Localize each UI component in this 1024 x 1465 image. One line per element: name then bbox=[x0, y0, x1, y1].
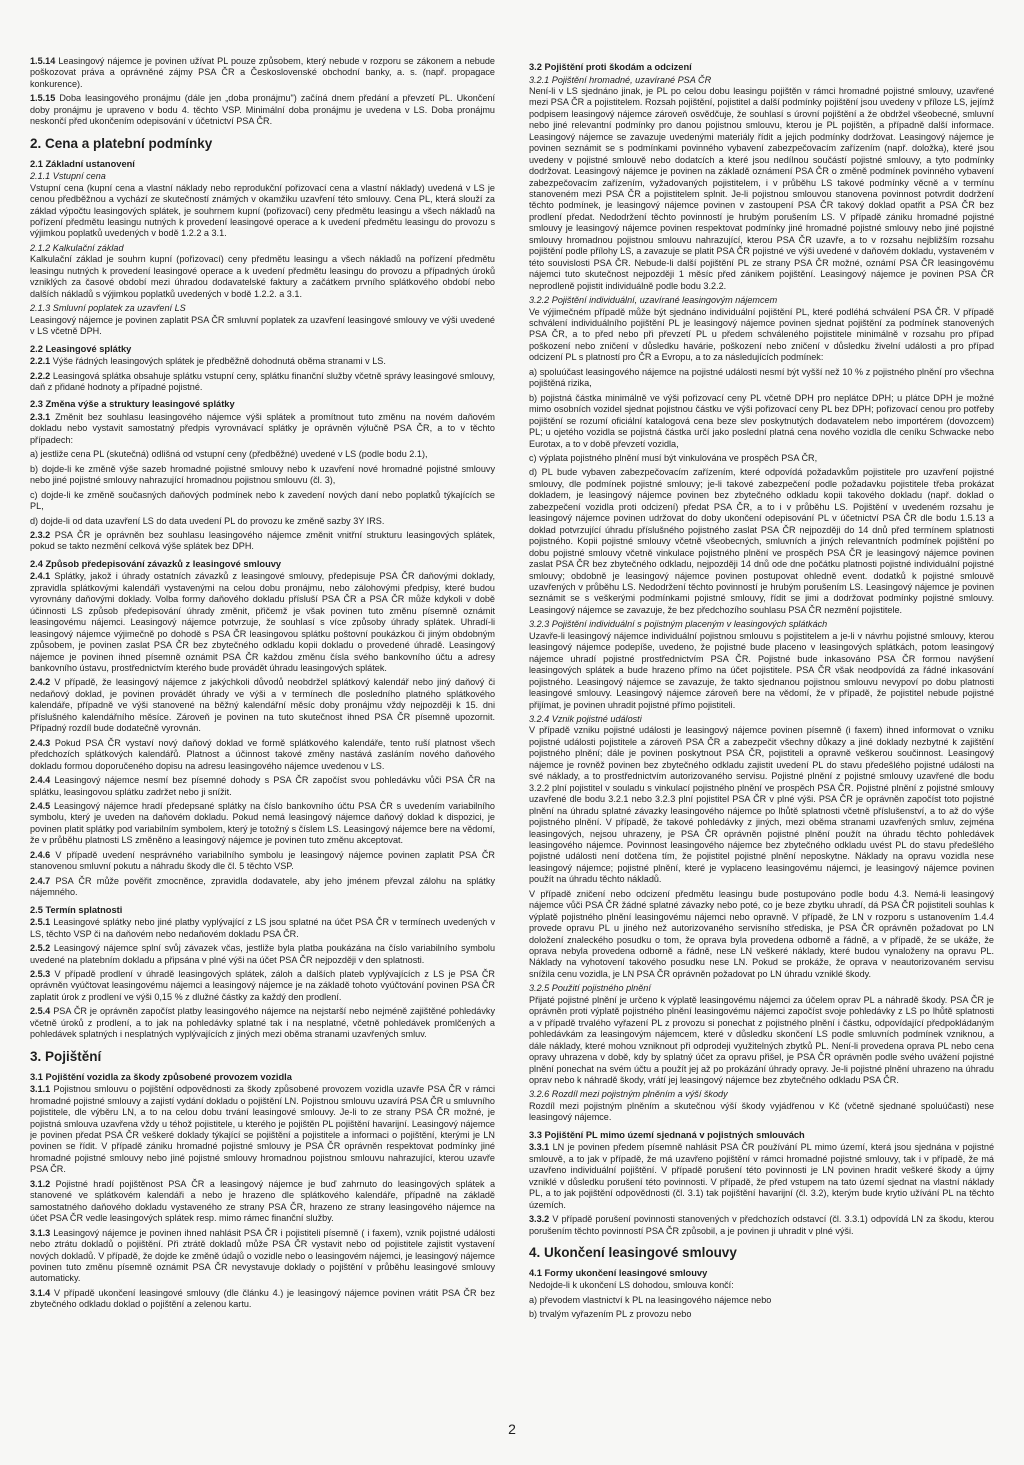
subsection-heading bbox=[529, 1268, 994, 1280]
clause-paragraph bbox=[529, 1295, 994, 1306]
clause-paragraph bbox=[30, 969, 495, 1003]
clause-heading bbox=[529, 714, 994, 725]
clause-text: V případě uvedení nesprávného variabilního symbolu je leasingový nájemce povinen zaplatit PSA ČR stanovenou smluvní pokutu a náhradu škody dle čl. 5 těchto VSP. bbox=[30, 849, 495, 872]
clause-paragraph bbox=[529, 1214, 994, 1237]
clause-paragraph bbox=[30, 1006, 495, 1040]
clause-paragraph bbox=[529, 889, 994, 981]
clause-text: Vstupní cena (kupní cena a vlastní náklady nebo reprodukční pořizovací cena a vlastní náklady) uvedená v LS je cenou předběžnou a vychází ze skutečností známých v okamžiku uzavření této smlouvy. Cena PL, která slouží za základ výpočtu leasingových splátek, je souhrnem kupní (pořizovací) ceny předmětu leasingu a všech nákladů na pořízení předmětu leasingu nutných k provedení leasingové operace a k uvedení předmětu leasingu do provozu s výjimkou poplatků uvedených v bodě 1.2.2 a 3.1. bbox=[30, 182, 495, 239]
clause-heading bbox=[30, 171, 495, 182]
clause-text: Přijaté pojistné plnění je určeno k výplatě leasingovému nájemci za účelem oprav PL a náhradě škody. PSA ČR je oprávněn proti výplatě pojistného plnění leasingovému nájemci započíst svoje pohledávky z LS po lhůtě splatnosti a v případě trvalého vyřazení PL z provozu si ponechat z pojistného plnění i částku, odpovídající předpokládaným pohledávkám za leasingovým nájemcem, které v důsledku skončení LS podle smluvních podmínek vzniknou, a dále náklady, které mohou vzniknout při odprodeji využitelných zbytků PL. Není-li provedena oprava PL nebo cena opravy uhrazena v době, kdy by splatný účet za opravu přišel, je PSA ČR oprávněn podle svého uvážení pojistné plnění ponechat na svém účtu a použít jej až po prokázání úhrady opravy. Je-li pojistné plnění uhrazeno na úhradu oprav nebo k náhradě škody, vrátí jej leasingový nájemce bez zbytečného odkladu PSA ČR. bbox=[529, 994, 994, 1086]
clause-paragraph bbox=[529, 467, 994, 616]
clause-paragraph bbox=[30, 775, 495, 798]
section-heading bbox=[30, 1049, 495, 1065]
clause-paragraph bbox=[30, 677, 495, 734]
clause-paragraph bbox=[30, 254, 495, 300]
clause-paragraph bbox=[529, 307, 994, 364]
clause-paragraph bbox=[529, 86, 994, 292]
clause-text: Leasingový nájemce je povinen ihned nahlásit PSA ČR i pojistiteli písemně ( i faxem), vznik pojistné události nebo ztrátu dokladů o pojištění. Při ztrátě dokladů může PSA ČR vystavit nebo od pojistitele zajistit vystavení nových dokladů. V případě, že dojde ke změně údajů o vozidle nebo o leasingovém nájemci, je leasingový nájemce povinen tuto změnu písemně oznámit PSA ČR nevystavuje doklady o pojištění v průběhu leasingové smlouvy automaticky. bbox=[30, 1227, 495, 1284]
clause-text: 3.2.5 Použití pojistného plnění bbox=[529, 983, 651, 994]
clause-paragraph bbox=[30, 464, 495, 487]
clause-number: 2.2.2 bbox=[30, 370, 51, 381]
clause-paragraph bbox=[30, 56, 495, 90]
clause-paragraph bbox=[30, 530, 495, 553]
subsection-heading bbox=[30, 905, 495, 917]
clause-text: 2. Cena a platební podmínky bbox=[30, 135, 213, 151]
clause-paragraph bbox=[30, 917, 495, 940]
clause-paragraph bbox=[30, 850, 495, 873]
clause-number: 2.4.5 bbox=[30, 801, 51, 812]
subsection-heading bbox=[30, 159, 495, 171]
clause-text: PSA ČR je oprávněn bez souhlasu leasingového nájemce změnit vnitřní strukturu leasingových splátek, pokud se takto nezmění celková výše splátek bez DPH. bbox=[30, 530, 495, 552]
clause-number: 2.5.2 bbox=[30, 943, 51, 954]
clause-number: 2.5.4 bbox=[30, 1006, 51, 1017]
clause-text: a) jestliže cena PL (skutečná) odlišná od vstupní ceny (předběžné) uvedené v LS (podle bodu 2.1), bbox=[30, 449, 428, 460]
right-column bbox=[529, 56, 994, 1416]
subsection-heading bbox=[529, 1130, 994, 1142]
page-number: 2 bbox=[508, 1421, 516, 1437]
clause-paragraph bbox=[30, 876, 495, 899]
clause-text: 2.2 Leasingové splátky bbox=[30, 343, 132, 354]
clause-heading bbox=[30, 243, 495, 254]
clause-paragraph bbox=[30, 943, 495, 966]
clause-text: b) dojde-li ke změně výše sazeb hromadné pojistné smlouvy nebo k uzavření nové hromadné pojistné smlouvy nebo jiné pojistné smlouvy nahrazující hromadnou pojistnou smlouvu (čl. 3), bbox=[30, 463, 495, 486]
clause-paragraph bbox=[529, 631, 994, 711]
clause-paragraph bbox=[30, 490, 495, 513]
clause-heading bbox=[529, 983, 994, 994]
clause-text: 3.2.1 Pojištění hromadné, uzavírané PSA ČR bbox=[529, 74, 712, 85]
clause-text: d) PL bude vybaven zabezpečovacím zařízením, které odpovídá požadavkům pojistitele pro uzavření pojistné smlouvy, dle podmínek pojistné smlouvy; je-li takové zabezpečení podle požadavku pojistitele třeba prokázat dokladem, je leasingový nájemce povinen bez zbytečného odkladu kopii takového dokladu (např. doklad o zabezpečení vozidla proti odcizení) předat PSA ČR, a to i v průběhu LS. Pojištění v uvedeném rozsahu je leasingový nájemce povinen udržovat do doby ukončení odepisování PL v účetnictví PSA ČR dle bodu 1.5.13 a doklad potvrzující úhradu příslušného pojistného zaslat PSA ČR nejpozději do 14 dnů před termínem splatnosti pojistného. Kopii pojistné smlouvy včetně všeobecných, smluvních a jiných relevantních podmínek pojištění po dobu pojistné smlouvy včetně vinkulace pojistného plnění ve prospěch PSA ČR je leasingový nájemce povinen zaslat PSA ČR bez zbytečného odkladu, nejpozději 14 dnů ode dne počátku platnosti pojistné individuální pojistné smlouvy; obdobně je leasingový nájemce povinen postupovat ohledně event. dodatků k pojistné smlouvě uzavřených v průběhu LS. Nedodržení těchto povinností je hrubým porušením LS. Leasingový nájemce je povinen seznámit se s veškerými podmínkami pojistné smlouvy, řídit se jimi a dodržovat podmínky pojistné smlouvy. Leasingový nájemce se zavazuje, že bez předchozího souhlasu PSA ČR nezmění pojistitele. bbox=[529, 467, 994, 615]
clause-number: 2.4.3 bbox=[30, 737, 51, 748]
clause-number: 2.4.2 bbox=[30, 677, 51, 688]
clause-number: 2.5.3 bbox=[30, 968, 51, 979]
clause-paragraph bbox=[529, 725, 994, 885]
clause-text: Leasingové splátky nebo jiné platby vyplývající z LS jsou splatné na účet PSA ČR v termínech uvedených v LS, těchto VSP či na daňovém nebo nedaňovém dokladu PSA ČR. bbox=[30, 917, 495, 939]
clause-text: 3.2.3 Pojištění individuální s pojistným placeným v leasingových splátkách bbox=[529, 619, 828, 630]
clause-text: 3.3 Pojištění PL mimo území sjednaná v pojistných smlouvách bbox=[529, 1129, 805, 1140]
subsection-heading bbox=[30, 559, 495, 571]
clause-paragraph bbox=[30, 1228, 495, 1285]
clause-text: 2.1.1 Vstupní cena bbox=[30, 171, 106, 182]
clause-number: 2.2.1 bbox=[30, 356, 51, 367]
clause-paragraph bbox=[30, 1084, 495, 1176]
clause-text: Pojistnou smlouvu o pojištění odpovědnosti za škody způsobené provozem vozidla uzavře PSA ČR v rámci hromadné pojistné smlouvy a zajistí vydání dokladu o pojištění LN. Pojistnou smlouvu uzavírá PSA ČR u smluvního pojistitele, dle výběru LN, a to na celou dobu trvání leasingové smlouvy. Je-li to ze strany PSA ČR možné, je pojistná smlouva uzavřena vždy u téhož pojistitele, u kterého je pojištěn PL pojištění havarijní. Leasingový nájemce je povinen předat PSA ČR veškeré doklady týkající se pojištění a pojistitele a informaci o pojištění, kterými je LN povinen se řídit. V případě zániku hromadné pojistné smlouvy je PSA ČR oprávněn respektovat podmínky jiné hromadné pojistné smlouvy nebo jiné pojistné smlouvy hromadnou pojistnou smlouvu nahrazující, kterou uzavře PSA ČR. bbox=[30, 1084, 495, 1175]
clause-text: 2.4 Způsob předepisování závazků z leasingové smlouvy bbox=[30, 558, 282, 569]
clause-paragraph bbox=[30, 738, 495, 772]
clause-text: Nedojde-li k ukončení LS dohodou, smlouva končí: bbox=[529, 1280, 734, 1291]
clause-text: 3.2 Pojištění proti škodám a odcizení bbox=[529, 62, 692, 72]
clause-heading bbox=[529, 619, 994, 630]
clause-number: 2.4.4 bbox=[30, 775, 51, 786]
clause-paragraph bbox=[529, 367, 994, 390]
clause-paragraph bbox=[30, 93, 495, 127]
clause-text: Uzavře-li leasingový nájemce individuální pojistnou smlouvu s pojistitelem a je-li v návrhu pojistné smlouvy, kterou leasingový nájemce podepíše, uvedeno, že pojistné bude placeno v leasingových splátkách, potom leasingový nájemce uhradí pojistné prostřednictvím PSA ČR. Pojistné bude inkasováno PSA ČR formou navýšení leasingových splátek a bude hrazeno přímo na účet pojistitele. PSA ČR však neodpovídá za řádné inkasování pojistného. Leasingový nájemce se zavazuje, že takto sjednanou pojistnou smlouvu nevypoví po dobu platnosti leasingové smlouvy. Leasingový nájemce zároveň bere na vědomí, že v případě, že pojistitel nebude pojistné přijímat, je povinen uhradit pojistné přímo pojistiteli. bbox=[529, 630, 994, 710]
clause-text: PSA ČR je oprávněn započíst platby leasingového nájemce na nejstarší nebo nejméně zajištěné pohledávky včetně úroků z prodlení, a to jak na pohledávky splatné tak i na nesplatné, včetně pohledávek promlčených a pohledávek splatných i nesplatných vyplývajících z jiných mezi oběma stranami uzavřených smluv. bbox=[30, 1006, 495, 1040]
clause-number: 3.3.1 bbox=[529, 1142, 550, 1153]
clause-text: PSA ČR může pověřit zmocněnce, zpravidla dodavatele, aby jeho jménem převzal zálohu na splátky nájemného. bbox=[30, 875, 495, 898]
clause-text: V případě porušení povinnosti stanovených v předchozích odstavcí (čl. 3.3.1) odpovídá LN za škodu, kterou porušením těchto povinností PSA ČR způsobil, a je povinen ji uhradit v plné výši. bbox=[529, 1214, 994, 1236]
clause-paragraph bbox=[30, 356, 495, 367]
clause-paragraph bbox=[30, 1179, 495, 1225]
clause-text: V případě vzniku pojistné události je leasingový nájemce povinen písemně (i faxem) ihned informovat o vzniku pojistné události pojistitele a zároveň PSA ČR a zabezpečit všechny důkazy a jiné doklady nezbytné k zajištění pojistného plnění; dále je povinen poskytnout PSA ČR, pojistiteli a opravně veškerou součinnost. Leasingový nájemce je rovněž povinen bez zbytečného odkladu zajistit uvedení PL do stavu předešlého pojistné události na své náklady, a to prostřednictvím autorizovaného servisu. Pojistné plnění z pojistné smlouvy uzavřené dle bodu 3.2.2 plní pojistitel v souladu s vinkulací pojistného plnění ve prospěch PSA ČR. Pojistné plnění z pojistné smlouvy uzavřené dle bodu 3.2.1 nebo 3.2.3 plní pojistitel PSA ČR v plné výši. PSA ČR je oprávněn započíst toto pojistné plnění na úhradu splatné závazky leasingového nájemce po lhůtě splatnosti včetně příslušenství, a to až do výše pojistného plnění. V případě, že takové pohledávky z jiných, mezi oběma stranami uzavřených smluv, zejména leasingových, nejsou uhrazeny, je PSA ČR oprávněn pojistné plnění použít na úhradu těchto pohledávek leasingového nájemce. Povinnost leasingového nájemce bez zbytečného odkladu uvést PL do stavu předešlého pojistné události není dotčena tím, že pojistitel pojistné plnění neposkytne. Náklady na opravu vozidla nese leasingový nájemce; pojistné plnění, které je vyplaceno leasingovému nájemci, je leasingový nájemce povinen použít na úhradu těchto nákladů. bbox=[529, 725, 994, 885]
clause-number: 3.1.2 bbox=[30, 1178, 51, 1189]
clause-paragraph bbox=[529, 1280, 994, 1291]
section-heading bbox=[30, 136, 495, 152]
clause-paragraph bbox=[529, 1101, 994, 1124]
clause-text: a) převodem vlastnictví k PL na leasingového nájemce nebo bbox=[529, 1294, 772, 1305]
clause-text: a) spoluúčast leasingového nájemce na pojistné události nesmí být vyšší než 10 % z pojistného plnění pro všechna pojištěná rizika, bbox=[529, 366, 994, 389]
clause-number: 2.3.1 bbox=[30, 411, 51, 422]
clause-number: 2.4.6 bbox=[30, 849, 51, 860]
clause-heading bbox=[529, 75, 994, 86]
clause-paragraph bbox=[30, 371, 495, 394]
clause-text: 2.1 Základní ustanovení bbox=[30, 158, 135, 169]
clause-text: 3.2.2 Pojištění individuální, uzavírané leasingovým nájemcem bbox=[529, 295, 778, 306]
clause-text: V případě, že leasingový nájemce z jakýchkoli důvodů neobdržel splátkový kalendář nebo jiný daňový či nedaňový doklad, je povinen provádět úhrady ve výši a v termínech dle posledního platného splátkového kalendáře, případně ve výši stanovené na běžný kalendářní měsíc doby pronájmu vždy nejpozději k 15. dni příslušného kalendářního měsíce. Zároveň je povinen na tuto skutečnost ihned PSA ČR písemně upozornit. Případný rozdíl bude dodatečně vyrovnán. bbox=[30, 677, 495, 734]
clause-text: Doba leasingového pronájmu (dále jen „doba pronájmu") začíná dnem předání a převzetí PL. Ukončení doby pronájmu je upraveno v bodu 4. těchto VSP. Minimální doba pronájmu je uvedena v LS. Doba pronájmu neskončí před ukončením odepisování v účetnictví PSA ČR. bbox=[30, 93, 495, 127]
clause-text: Leasingový nájemce splní svůj závazek včas, jestliže byla platba poukázána na číslo variabilního symbolu uvedené na platebním dokladu a připsána v plné výši na účet PSA ČR nejpozději v den splatnosti. bbox=[30, 943, 495, 965]
clause-number: 1.5.15 bbox=[30, 93, 56, 104]
clause-text: 3. Pojištění bbox=[30, 1048, 102, 1064]
left-column bbox=[30, 56, 495, 1416]
clause-paragraph bbox=[30, 571, 495, 674]
clause-text: Splátky, jakož i úhrady ostatních závazků z leasingové smlouvy, předepisuje PSA ČR daňovými doklady, zpravidla splátkovými kalendáři vystavenými na celou dobu pronájmu, nebo zálohovými předpisy, které budou vyrovnány daňovými doklady. Volba formy daňového dokladu přísluší PSA ČR a PSA ČR může kdykoli v době účinnosti LS způsob předepisování úhrady změnit, přičemž je však povinen tuto změnu písemně oznámit leasingovému nájemci. Leasingový nájemce potvrzuje, že souhlasí s více způsoby úhrady splátek. Uhradí-li leasingový nájemce výjimečně po dohodě s PSA ČR leasingovou splátku poštovní poukázkou či jiným obdobným způsobem, je povinen zaslat PSA ČR bez zbytečného odkladu kopii dokladu o provedené úhradě. Leasingový nájemce je povinen ihned písemně oznámit PSA ČR každou změnu čísla svého bankovního účtu a adresy bankovního ústavu, prostřednictvím kterého bude provádět úhradu leasingových splátek. bbox=[30, 571, 495, 674]
clause-text: 3.2.4 Vznik pojistné události bbox=[529, 713, 642, 724]
clause-text: Kalkulační základ je souhrn kupní (pořizovací) ceny předmětu leasingu a všech nákladů na pořízení předmětu leasingu nutných k provedení leasingové operace a k uvedení předmětu leasingu do provozu a případných úroků vzniklých za časové období mezi úhradou dodavatelské faktury a začátkem prvního splátkového období nebo dalších nákladů s výjimkou poplatků uvedených v bodě 1.2.2. a 3.1. bbox=[30, 254, 495, 299]
clause-heading bbox=[30, 303, 495, 314]
clause-paragraph bbox=[30, 516, 495, 527]
clause-text: Výše řádných leasingových splátek je předběžně dohodnutá oběma stranami v LS. bbox=[52, 356, 386, 367]
clause-number: 3.1.3 bbox=[30, 1227, 51, 1238]
clause-paragraph bbox=[529, 393, 994, 450]
two-column-body bbox=[30, 56, 994, 1416]
clause-paragraph bbox=[30, 315, 495, 338]
clause-text: b) trvalým vyřazením PL z provozu nebo bbox=[529, 1309, 692, 1320]
clause-text: 4. Ukončení leasingové smlouvy bbox=[529, 1244, 737, 1260]
clause-text: 2.3 Změna výše a struktury leasingové splátky bbox=[30, 399, 235, 410]
clause-text: V případě zničení nebo odcizení předmětu leasingu bude postupováno podle bodu 4.3. Nemá-li leasingový nájemce vůči PSA ČR žádné splatné závazky nebo poté, co je beze zbytku uhradí, dá PSA ČR pojistiteli souhlas k výplatě pojistného plnění leasingovému nájemci nebo opravně. V případě, že LN v rozporu s ustanovením 1.4.4 provede opravu PL u jiného než autorizovaného servisního střediska, je PSA ČR oprávněn požadovat po LN doložení znaleckého posudku o tom, že oprava byla provedena odborně a řádně, a v případě, že se ukáže, že oprava nebyla provedena odborně a řádně, nese LN veškeré náklady, které budou vynaloženy na opravu PL. Náklady na vyhotovení takového posudku nese LN. Pokud se prokáže, že oprava v neautorizovaném servisu snížila cenu vozidla, je LN PSA ČR oprávněn požadovat po LN úhradu vzniklé škody. bbox=[529, 888, 994, 979]
clause-text: 4.1 Formy ukončení leasingové smlouvy bbox=[529, 1267, 708, 1278]
clause-text: Pokud PSA ČR vystaví nový daňový doklad ve formě splátkového kalendáře, tento ruší platnost všech předchozích splátkových kalendářů. Platnost a účinnost takové změny nastává zasláním nového daňového dokladu formou doporučeného dopisu na adresu leasingového nájemce uvedenou v LS. bbox=[30, 737, 495, 771]
subsection-heading bbox=[30, 344, 495, 356]
clause-paragraph bbox=[30, 449, 495, 460]
clause-number: 2.4.1 bbox=[30, 571, 51, 582]
clause-number: 3.1.4 bbox=[30, 1287, 51, 1298]
clause-text: c) dojde-li ke změně současných daňových podmínek nebo k zavedení nových daní nebo poplatků týkajících se PL, bbox=[30, 489, 495, 512]
clause-text: 2.5 Termín splatnosti bbox=[30, 904, 123, 915]
clause-heading bbox=[529, 295, 994, 306]
subsection-heading bbox=[529, 62, 994, 74]
subsection-heading bbox=[30, 399, 495, 411]
clause-text: Není-li v LS sjednáno jinak, je PL po celou dobu leasingu pojištěn v rámci hromadné pojistné smlouvy, uzavřené mezi PSA ČR a pojistitelem. Rozsah pojištění, pojistitel a další podmínky pojištění jsou uvedeny v příloze LS, jejímž podpisem leasingový nájemce zároveň osvědčuje, že souhlasí s úrovní pojištění a že obdržel všeobecné, smluvní nebo jiné relevantní podmínky pro danou pojistnou smlouvu, kterou je PL pojištěn, a případně další informace. Leasingový nájemce se zavazuje uvedenými materiály řídit a jejich podmínky dodržovat. Leasingový nájemce je povinen seznámit se s podmínkami povinného vybavení zabezpečovacím zařízením (např. doložka), které jsou uvedeny v pojistné smlouvě nebo dodatcích a které jsou nedílnou součástí pojistné smlouvy, a tyto podmínky dodržovat. Leasingový nájemce je povinen na základě oznámení PSA ČR o změně podmínek povinného vybavení zabezpečovacím zařízením, vyžadovaných pojistitelem, i v průběhu LS takové podmínky věcně a v termínu stanoveném mezi PSA ČR a pojistitelem splnit. Je-li pojistnou smlouvou stanovena povinnost potvrdit dodržení těchto podmínek, je leasingový nájemce povinen v zastoupení PSA ČR takový doklad opatřit a PSA ČR bez prodlení předat. Nedodržení těchto povinností je hrubým porušením LS. V případě zániku hromadné pojistné smlouvy je leasingový nájemce povinen respektovat podmínky jiné hromadné pojistné smlouvy nebo jiné pojistné smlouvy hromadnou pojistnou smlouvu nahrazující, kterou PSA ČR uzavře, a to v rozsahu nejbližším rozsahu pojištění podle přílohy LS, a zavazuje se platit PSA ČR pojistné ve výši uvedené v daňovém dokladu, vystaveném v této souvislosti PSA ČR. Nebude-li další pojištění PL ze strany PSA ČR možné, oznámí PSA ČR leasingovému nájemci tuto skutečnost nejpozději 1 měsíc před zánikem pojištění. Leasingový nájemce je povinen PSA ČR neprodleně pojistit individuálně podle bodu 3.2.2. bbox=[529, 85, 994, 291]
clause-paragraph bbox=[529, 995, 994, 1087]
subsection-heading bbox=[30, 1072, 495, 1084]
clause-text: Ve výjimečném případě může být sjednáno individuální pojištění PL, které podléhá schválení PSA ČR. V případě schválení individuálního pojištění PL je leasingový nájemce povinen sjednat pojištění za podmínek stanovených PSA ČR, a to před nebo při převzetí PL u předem schváleného pojistitele minimálně v rozsahu pro případ poškození nebo zničení v důsledku havárie, poškození nebo zničení v důsledku živelní události a pro případ odcizení PL s platností pro ČR a Evropu, a to za následujících podmínek: bbox=[529, 306, 994, 363]
section-heading bbox=[529, 1245, 994, 1261]
clause-paragraph bbox=[529, 453, 994, 464]
clause-text: c) výplata pojistného plnění musí být vinkulována ve prospěch PSA ČR, bbox=[529, 453, 818, 463]
clause-text: Leasingový nájemce je povinen užívat PL pouze způsobem, který nebude v rozporu se zákonem a nebude poškozovat práva a oprávněné zájmy PSA ČR a Československé obchodní banky, a. s. (např. propagace konkurence). bbox=[30, 56, 495, 89]
clause-paragraph bbox=[30, 801, 495, 847]
clause-text: Rozdíl mezi pojistným plněním a skutečnou výší škody vyjádřenou v Kč (včetně sjednané spoluúčasti) nese leasingový nájemce. bbox=[529, 1100, 994, 1123]
clause-text: 3.1 Pojištění vozidla za škody způsobené provozem vozidla bbox=[30, 1071, 292, 1082]
clause-number: 2.5.1 bbox=[30, 917, 51, 928]
clause-text: Leasingová splátka obsahuje splátku vstupní ceny, splátku finanční služby včetně správy leasingové smlouvy, daň z přidané hodnoty a případné pojistné. bbox=[30, 370, 495, 392]
clause-text: 2.1.2 Kalkulační základ bbox=[30, 242, 124, 253]
clause-paragraph bbox=[30, 412, 495, 446]
clause-text: 3.2.6 Rozdíl mezi pojistným plněním a výší škody bbox=[529, 1089, 728, 1100]
clause-number: 3.3.2 bbox=[529, 1214, 550, 1225]
clause-text: V případě ukončení leasingové smlouvy (dle článku 4.) je leasingový nájemce povinen vrátit PSA ČR bez zbytečného odkladu doklad o pojištění a zelenou kartu. bbox=[30, 1287, 495, 1310]
clause-number: 1.5.14 bbox=[30, 56, 56, 66]
clause-text: LN je povinen předem písemně nahlásit PSA ČR používání PL mimo území, která jsou sjednána v pojistné smlouvě, a to jak v případě, že má uzavřeno pojištění v rámci hromadné pojistné smlouvy, tak i v případě, že má uzavřeno individuální pojištění. V případě porušení této povinnosti je LN povinen hradit veškeré škody a újmy vzniklé v důsledku porušení této povinnosti. V případě, že před vstupem na tato území sjednat na vlastní náklady PL, a to jak pojištění odpovědnosti (čl. 3.1) tak pojištění havarijní (čl. 3.2), kterým bude krytio užívání PL na těchto územích. bbox=[529, 1142, 994, 1210]
clause-text: 2.1.3 Smluvní poplatek za uzavření LS bbox=[30, 303, 186, 314]
clause-text: Pojistné hradí pojištěnost PSA ČR a leasingový nájemce je buď zahrnuto do leasingových splátek a stanovené ve splátkovém kalendáři a nebo je hrazeno dle splátkového kalendáře, případně na základě samostatného daňového dokladu vystaveného ze strany PSA ČR, hrazeno ze strany leasingového nájemce na účet PSA ČR vedle leasingových splátek resp. mimo rámec finanční služby. bbox=[30, 1178, 495, 1224]
clause-number: 3.1.1 bbox=[30, 1084, 51, 1095]
clause-paragraph bbox=[30, 183, 495, 240]
clause-text: Leasingový nájemce hradí předepsané splátky na číslo bankovního účtu PSA ČR s uvedením variabilního symbolu, který je uveden na daňovém dokladu. Pokud nemá leasingový nájemce daňový doklad k dispozici, je povinen platit splátky pod variabilním symbolem, který je totožný s číslem LS. Leasingový nájemce bere na vědomí, že v průběhu platnosti LS změněno a leasingový nájemce je povinen tuto změnu akceptovat. bbox=[30, 801, 495, 846]
clause-heading bbox=[529, 1089, 994, 1100]
clause-number: 2.4.7 bbox=[30, 875, 51, 886]
clause-paragraph bbox=[529, 1309, 994, 1320]
clause-text: Leasingový nájemce je povinen zaplatit PSA ČR smluvní poplatek za uzavření leasingové smlouvy ve výši uvedené v LS včetně DPH. bbox=[30, 314, 495, 337]
clause-text: Změnit bez souhlasu leasingového nájemce výši splátek a promítnout tuto změnu na novém daňovém dokladu nebo vystavit samostatný předpis vyrovnávací splátky je oprávněn výlučně PSA ČR, a to v těchto případech: bbox=[30, 411, 495, 445]
clause-text: d) dojde-li od data uzavření LS do data uvedení PL do provozu ke změně sazby 3Y IRS. bbox=[30, 515, 385, 526]
clause-text: Leasingový nájemce nesmí bez písemné dohody s PSA ČR započíst svou pohledávku vůči PSA ČR na splátku, leasingovou splátku zadržet nebo ji snížit. bbox=[30, 775, 495, 797]
clause-paragraph bbox=[529, 1142, 994, 1211]
clause-text: V případě prodlení v úhradě leasingových splátek, záloh a dalších plateb vyplývajících z LS je PSA ČR oprávněn vyúčtovat leasingovému nájemci a leasingový nájemce je na základě tohoto vyúčtování povinen PSA ČR zaplatit úrok z prodlení ve výši 0,15 % z dlužné částky za každý den prodlení. bbox=[30, 968, 495, 1002]
clause-number: 2.3.2 bbox=[30, 530, 51, 540]
clause-paragraph bbox=[30, 1288, 495, 1311]
clause-text: b) pojistná částka minimálně ve výši pořizovací ceny PL včetně DPH pro neplátce DPH; u plátce DPH je možné mimo osobních vozidel sjednat pojistnou částku ve výši pořizovací ceny PL bez DPH; pořizovací cenou pro potřeby pojištění se rozumí oficiální katalogová cena beze slev poskytnutých dodavatelem nebo importérem (dovozcem) PL; u ojetého vozidla se pojistná částka určí jako poslední platná cena nového vozidla dle ceníku Schwacke nebo Eurotax, a to v době převzetí vozidla, bbox=[529, 392, 994, 449]
